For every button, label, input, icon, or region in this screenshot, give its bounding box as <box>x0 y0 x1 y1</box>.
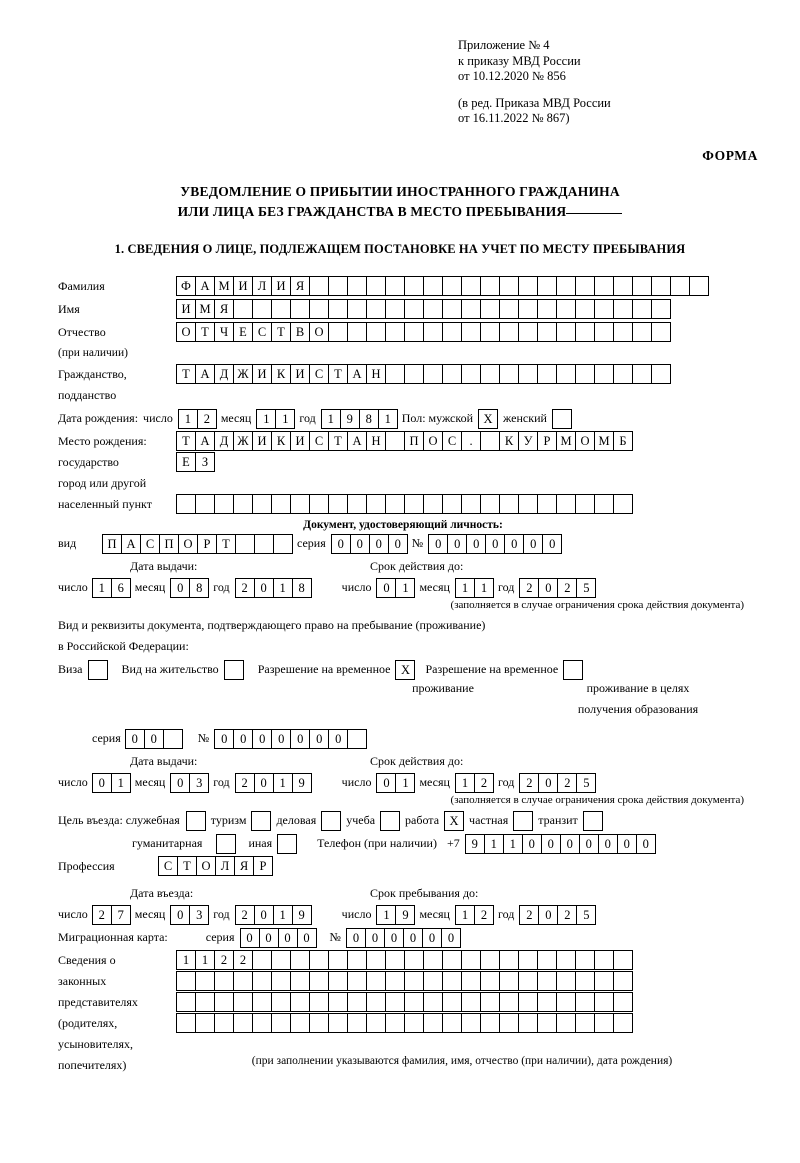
row-legal-rep-4 <box>58 1013 748 1034</box>
birthplace-label-3: город или другой <box>58 476 147 490</box>
row-patronymic-note <box>58 343 748 364</box>
permit-limited-note: (заполняется в случае ограничения срока действия документа) <box>450 794 744 806</box>
permit-number-cells[interactable]: 0 0 0 0 0 0 0 <box>214 729 366 749</box>
birth-year-cells[interactable]: 1 9 8 1 <box>321 409 397 429</box>
permit-valid-year-cells[interactable]: 2 0 2 5 <box>519 773 595 793</box>
header-line-5: от 16.11.2022 № 867) <box>458 111 570 125</box>
page-title-line-2: ИЛИ ЛИЦА БЕЗ ГРАЖДАНСТВА В МЕСТО ПРЕБЫВАНИЯ <box>177 204 567 219</box>
residence-permit-checkbox[interactable] <box>224 660 244 680</box>
birthplace-cells-row2[interactable]: Е З <box>176 452 214 472</box>
legal-rep-label-4: (родителях, <box>58 1016 118 1030</box>
row-permit-dates <box>58 772 748 793</box>
purpose-business-checkbox[interactable] <box>321 811 341 831</box>
permit-valid-year-label: год <box>497 775 515 789</box>
edu-residence-label-3: получения образования <box>577 702 699 716</box>
header-line-2: к приказу МВД России <box>458 53 581 68</box>
row-patronymic <box>58 322 748 343</box>
row-permit-dates-labels <box>58 751 748 772</box>
permit-issue-year-label: год <box>213 775 230 789</box>
purpose-work-label: работа <box>405 813 440 827</box>
birth-month-label: месяц <box>220 411 252 425</box>
doc-valid-year-cells[interactable]: 2 0 2 5 <box>519 578 595 598</box>
birth-month-cells[interactable]: 1 1 <box>256 409 294 429</box>
doc-series-label: серия <box>297 536 326 550</box>
phone-label: Телефон (при наличии) <box>317 836 437 850</box>
profession-label: Профессия <box>58 859 115 873</box>
row-surname <box>58 276 748 297</box>
header-line-3: от 10.12.2020 № 856 <box>458 69 566 83</box>
row-name <box>58 299 748 320</box>
doc-issue-month-label: месяц <box>134 580 166 594</box>
legal-rep-label-6: попечителях) <box>58 1058 127 1072</box>
profession-cells[interactable]: С Т О Л Я Р <box>158 856 272 876</box>
permit-valid-month-label: месяц <box>419 775 450 789</box>
legal-rep-label-2: законных <box>58 974 107 988</box>
stay-year-label: год <box>497 907 515 921</box>
permit-series-label: серия <box>92 731 121 745</box>
birthplace-label-2: государство <box>58 455 119 469</box>
name-label: Имя <box>58 302 80 316</box>
edu-residence-label-2: проживание в целях <box>586 681 690 695</box>
birthplace-label-4: населенный пункт <box>58 497 152 511</box>
birth-year-label: год <box>299 411 316 425</box>
section-1-heading: 1. СВЕДЕНИЯ О ЛИЦЕ, ПОДЛЕЖАЩЕМ ПОСТАНОВКЕ НА УЧЕТ ПО МЕСТУ ПРЕБЫВАНИЯ <box>114 242 686 256</box>
header-line-4: (в ред. Приказа МВД России <box>458 95 611 110</box>
row-legal-rep-6 <box>58 1055 748 1076</box>
purpose-business-label: деловая <box>276 813 317 827</box>
doc-issue-year-cells[interactable]: 2 0 1 8 <box>235 578 311 598</box>
stay-year-cells[interactable]: 2 0 2 5 <box>519 905 595 925</box>
visa-label: Виза <box>58 662 83 676</box>
row-birthdate <box>58 408 748 429</box>
surname-cells[interactable]: Ф А М И Л И Я <box>176 276 708 296</box>
permit-issue-month-label: месяц <box>134 775 166 789</box>
doc-limited-note: (заполняется в случае ограничения срока действия документа) <box>450 599 744 611</box>
citizenship-cells[interactable]: Т А Д Ж И К И С Т А Н <box>176 364 670 384</box>
row-doc-dates <box>58 577 748 598</box>
permit-valid-month-cells[interactable]: 1 2 <box>455 773 493 793</box>
header-line-1: Приложение № 4 <box>458 38 550 52</box>
citizenship-label-2: подданство <box>58 388 117 402</box>
doc-valid-until-label: Срок действия до: <box>370 559 464 573</box>
temp-residence-checkbox[interactable]: X <box>395 660 415 680</box>
permit-issue-month-cells[interactable]: 0 3 <box>170 773 208 793</box>
row-doc-dates-labels <box>58 556 748 577</box>
permit-valid-until-label: Срок действия до: <box>370 754 464 768</box>
page-title-line-1: УВЕДОМЛЕНИЕ О ПРИБЫТИИ ИНОСТРАННОГО ГРАЖДАНИНА <box>180 184 620 199</box>
migration-number-label: № <box>329 930 341 944</box>
row-legal-rep-1 <box>58 950 748 971</box>
legal-rep-label-3: представителях <box>58 995 138 1009</box>
temp-residence-label-2: проживание <box>412 681 474 695</box>
row-permit-header-1 <box>58 615 748 636</box>
row-doc-kind <box>58 533 748 554</box>
permit-valid-day-cells[interactable]: 0 1 <box>376 773 414 793</box>
legal-rep-cells-row2[interactable] <box>176 971 632 991</box>
row-permit-sublabels-1 <box>58 680 748 701</box>
entry-month-label: месяц <box>134 907 166 921</box>
sex-female-label: женский <box>503 411 547 425</box>
doc-series-cells[interactable]: 0 0 0 0 <box>331 534 407 554</box>
birth-day-label: число <box>143 411 173 425</box>
doc-issue-day-cells[interactable]: 1 6 <box>92 578 130 598</box>
doc-issue-date-label: Дата выдачи: <box>130 559 198 573</box>
row-entry-dates-labels <box>58 883 748 904</box>
row-migration-card <box>58 927 748 948</box>
purpose-label: Цель въезда: служебная <box>58 813 180 827</box>
stay-month-cells[interactable]: 1 2 <box>455 905 493 925</box>
permit-number-label: № <box>197 731 210 745</box>
birthplace-cells-row3[interactable] <box>176 494 632 514</box>
name-cells[interactable]: И М Я <box>176 299 670 319</box>
edu-residence-label: Разрешение на временное <box>425 662 559 676</box>
purpose-private-label: частная <box>469 813 509 827</box>
doc-issue-month-cells[interactable]: 0 8 <box>170 578 208 598</box>
migration-series-cells[interactable]: 0 0 0 0 <box>240 928 316 948</box>
row-birthplace-4 <box>58 494 748 515</box>
birth-day-cells[interactable]: 1 2 <box>178 409 216 429</box>
patronymic-label: Отчество <box>58 325 106 339</box>
permit-issue-day-label: число <box>58 775 88 789</box>
title-blank-line <box>566 213 622 214</box>
purpose-transit-label: транзит <box>538 813 578 827</box>
purpose-transit-checkbox[interactable] <box>583 811 603 831</box>
phone-cells[interactable]: 9 1 1 0 0 0 0 0 0 0 <box>465 834 655 854</box>
birthdate-label: Дата рождения: <box>58 411 139 425</box>
sex-male-checkbox[interactable]: X <box>478 409 498 429</box>
stay-until-label: Срок пребывания до: <box>370 886 479 900</box>
row-citizenship-2 <box>58 385 748 406</box>
purpose-study-label: учеба <box>346 813 376 827</box>
legal-rep-label-1: Сведения о <box>58 953 116 967</box>
birthplace-label: Место рождения: <box>58 434 147 448</box>
doc-valid-day-cells[interactable]: 0 1 <box>376 578 414 598</box>
permit-header-2: в Российской Федерации: <box>58 639 189 653</box>
identity-doc-heading: Документ, удостоверяющий личность: <box>303 519 503 531</box>
row-birthplace-2 <box>58 452 748 473</box>
entry-month-cells[interactable]: 0 3 <box>170 905 208 925</box>
row-permit-sublabels-2 <box>58 701 748 722</box>
purpose-service-checkbox[interactable] <box>186 811 206 831</box>
row-entry-dates <box>58 904 748 925</box>
row-purpose <box>58 810 748 831</box>
purpose-tourism-label: туризм <box>210 813 247 827</box>
edu-residence-checkbox[interactable] <box>563 660 583 680</box>
stay-day-cells[interactable]: 1 9 <box>376 905 414 925</box>
entry-day-label: число <box>58 907 88 921</box>
doc-issue-year-label: год <box>213 580 230 594</box>
row-legal-rep-2 <box>58 971 748 992</box>
entry-year-cells[interactable]: 2 0 1 9 <box>235 905 311 925</box>
row-birthplace <box>58 431 748 452</box>
legal-rep-cells-row4[interactable] <box>176 1013 632 1033</box>
residence-permit-label: Вид на жительство <box>121 662 219 676</box>
doc-valid-year-label: год <box>497 580 515 594</box>
doc-number-cells[interactable]: 0 0 0 0 0 0 0 <box>428 534 561 554</box>
doc-valid-month-label: месяц <box>419 580 450 594</box>
entry-date-label: Дата въезда: <box>130 886 194 900</box>
doc-number-label: № <box>411 536 424 550</box>
citizenship-label: Гражданство, <box>58 367 127 381</box>
birthplace-cells-row1[interactable]: Т А Д Ж И К И С Т А Н П О С . К У Р М О М Б <box>176 431 632 451</box>
forma-label: ФОРМА <box>702 148 758 163</box>
migration-number-cells[interactable]: 0 0 0 0 0 0 <box>346 928 460 948</box>
stay-month-label: месяц <box>419 907 450 921</box>
row-permit-header-2 <box>58 636 748 657</box>
migration-series-label: серия <box>205 930 235 944</box>
visa-checkbox[interactable] <box>88 660 108 680</box>
migration-card-label: Миграционная карта: <box>58 930 168 944</box>
permit-issue-date-label: Дата выдачи: <box>130 754 198 768</box>
row-permit-types <box>58 659 748 680</box>
patronymic-note: (при наличии) <box>58 347 128 359</box>
permit-valid-day-label: число <box>341 775 372 789</box>
entry-day-cells[interactable]: 2 7 <box>92 905 130 925</box>
page-title <box>0 182 800 222</box>
row-legal-rep-5 <box>58 1034 748 1055</box>
legal-rep-footnote: (при заполнении указываются фамилия, имя, отчество (при наличии), дата рождения) <box>251 1055 673 1067</box>
purpose-work-checkbox[interactable]: X <box>444 811 464 831</box>
form-body <box>58 276 748 1076</box>
purpose-other-label: иная <box>248 836 273 850</box>
doc-valid-day-label: число <box>341 580 372 594</box>
entry-year-label: год <box>213 907 230 921</box>
permit-issue-year-cells[interactable]: 2 0 1 9 <box>235 773 311 793</box>
row-legal-rep-3 <box>58 992 748 1013</box>
purpose-humanitarian-label: гуманитарная <box>132 836 203 850</box>
purpose-study-checkbox[interactable] <box>380 811 400 831</box>
permit-issue-day-cells[interactable]: 0 1 <box>92 773 130 793</box>
patronymic-cells[interactable]: О Т Ч Е С Т В О <box>176 322 670 342</box>
row-birthplace-3 <box>58 473 748 494</box>
purpose-other-checkbox[interactable] <box>277 834 297 854</box>
temp-residence-label: Разрешение на временное <box>257 662 391 676</box>
row-permit-series <box>58 728 748 749</box>
legal-rep-cells-row1[interactable]: 1 1 2 2 <box>176 950 632 970</box>
purpose-tourism-checkbox[interactable] <box>251 811 271 831</box>
doc-kind-label: вид <box>58 536 77 550</box>
sex-male-label: Пол: мужской <box>401 411 474 425</box>
row-purpose-2 <box>58 833 748 854</box>
purpose-humanitarian-checkbox[interactable] <box>216 834 236 854</box>
surname-label: Фамилия <box>58 279 105 293</box>
doc-valid-month-cells[interactable]: 1 1 <box>455 578 493 598</box>
row-citizenship <box>58 364 748 385</box>
doc-issue-day-label: число <box>58 580 88 594</box>
row-profession <box>58 856 748 877</box>
phone-prefix: +7 <box>446 836 460 850</box>
sex-female-checkbox[interactable] <box>552 409 572 429</box>
legal-rep-label-5: усыновителях, <box>58 1037 133 1051</box>
document-header <box>458 38 758 127</box>
legal-rep-cells-row3[interactable] <box>176 992 632 1012</box>
purpose-private-checkbox[interactable] <box>513 811 533 831</box>
permit-series-cells[interactable]: 0 0 <box>125 729 182 749</box>
doc-kind-cells[interactable]: П А С П О Р Т <box>102 534 292 554</box>
stay-day-label: число <box>341 907 372 921</box>
permit-header-1: Вид и реквизиты документа, подтверждающего право на пребывание (проживание) <box>58 618 486 632</box>
